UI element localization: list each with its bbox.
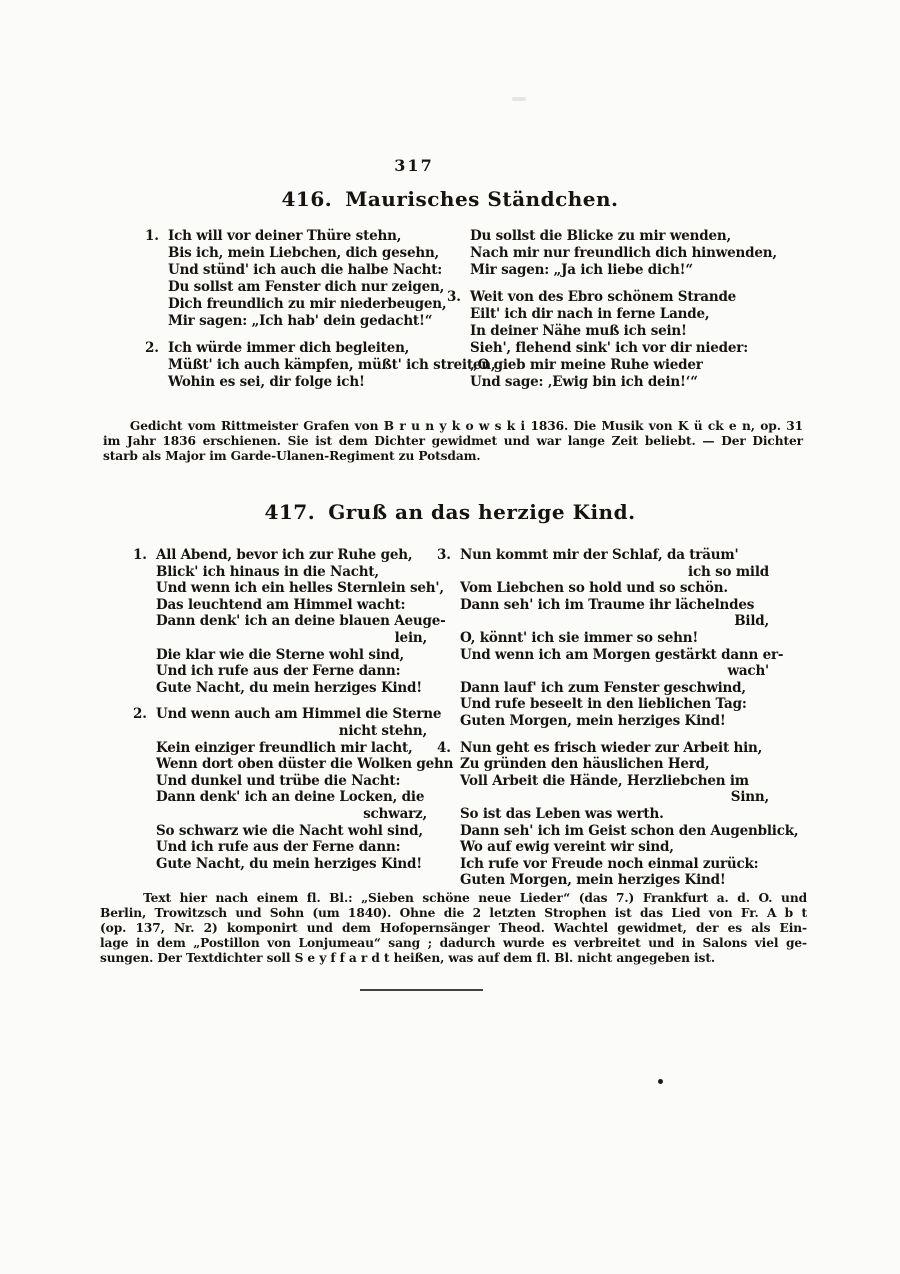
footnote-line: (op. 137, Nr. 2) komponirt und dem Hofopernsänger Theod. Wachtel gewidmet, der es als Ein- xyxy=(100,921,807,935)
verse-line-text: Und rufe beseelt in den lieblichen Tag: xyxy=(460,696,747,713)
verse-line-text: So schwarz wie die Nacht wohl sind, xyxy=(156,822,423,839)
verse-line-text: Und sage: ‚Ewig bin ich dein!‘“ xyxy=(470,374,698,390)
song-416-title xyxy=(0,187,900,211)
verse-line xyxy=(437,580,779,597)
verse-line-text: Ich rufe vor Freude noch einmal zurück: xyxy=(460,855,759,872)
song-416-footnote xyxy=(103,419,803,464)
verse-line xyxy=(437,646,784,664)
song-416-number: 416. xyxy=(281,187,333,211)
verse-line-text: Das leuchtend am Himmel wacht: xyxy=(156,596,406,613)
verse-line-text: Sinn, xyxy=(730,789,769,806)
verse-line xyxy=(437,740,779,757)
verse-line-text: In deiner Nähe muß ich sein! xyxy=(470,323,687,339)
verse-line xyxy=(133,723,437,740)
verse-line-text: Nun geht es frisch wieder zur Arbeit hin, xyxy=(460,739,763,756)
verse-line xyxy=(133,630,437,647)
verse-line xyxy=(437,806,779,823)
verse-line xyxy=(437,613,779,630)
verse-line xyxy=(133,647,437,664)
verse-line xyxy=(133,580,444,597)
verse-line xyxy=(437,564,779,581)
stanza-number: 2. xyxy=(145,340,159,356)
song-417-footnote xyxy=(100,891,807,966)
verse-line xyxy=(145,296,447,313)
verse-line-text: Müßt' ich auch kämpfen, müßt' ich streiten, xyxy=(168,357,496,373)
verse-line xyxy=(437,773,779,790)
song-417-name: Gruß an das herzige Kind. xyxy=(328,500,636,524)
song-417-title xyxy=(0,500,900,524)
verse-line-text: nicht stehn, xyxy=(338,722,427,739)
stanza-number: 2. xyxy=(133,706,147,723)
verse-line-text: Gute Nacht, du mein herziges Kind! xyxy=(156,855,422,872)
stanza-number: 4. xyxy=(437,739,451,756)
verse-line xyxy=(437,547,779,564)
footnote-line: im Jahr 1836 erschienen. Sie ist dem Dichter gewidmet und war lange Zeit beliebt. — Der Dichter xyxy=(103,434,803,448)
verse-line-text: Nun kommt mir der Schlaf, da träum' xyxy=(460,547,739,563)
stanza-number: 1. xyxy=(145,228,159,244)
verse-line xyxy=(133,789,437,806)
footnote-line: Gedicht vom Rittmeister Grafen von B r u n y k o w s k i 1836. Die Musik von K ü ck e n, op. 31 xyxy=(103,419,803,433)
verse-line xyxy=(447,323,782,340)
verse-line xyxy=(133,806,437,823)
verse-line-text: Bis ich, mein Liebchen, dich gesehn, xyxy=(168,245,440,261)
verse-line-text: Eilt' ich dir nach in ferne Lande, xyxy=(470,306,710,322)
verse-line xyxy=(447,262,782,279)
ink-speck xyxy=(658,1079,663,1084)
verse-line xyxy=(437,856,779,873)
scan-artifact-speck xyxy=(512,97,526,101)
verse-line-text: Dann seh' ich im Geist schon den Augenblick, xyxy=(460,822,799,839)
verse-line-text: Dann lauf' ich zum Fenster geschwind, xyxy=(460,679,746,696)
verse-line-text: Dich freundlich zu mir niederbeugen, xyxy=(168,296,447,312)
verse-line xyxy=(133,663,437,680)
verse-line-text: ich so mild xyxy=(688,563,769,580)
verse-line xyxy=(145,340,447,357)
verse-line-text: Ich würde immer dich begleiten, xyxy=(168,340,410,356)
verse-line xyxy=(437,872,779,889)
verse-line-text: Und stünd' ich auch die halbe Nacht: xyxy=(168,262,443,278)
verse-line-text: Und wenn ich ein helles Sternlein seh', xyxy=(156,580,444,597)
verse-line-text: Wenn dort oben düster die Wolken gehn xyxy=(156,756,454,773)
verse-line-text: Wo auf ewig vereint wir sind, xyxy=(460,839,674,856)
verse-line xyxy=(133,547,437,564)
verse-line xyxy=(145,313,447,330)
stanza-number: 3. xyxy=(437,547,451,563)
verse-line xyxy=(437,597,779,614)
song-416-column-2 xyxy=(447,228,782,391)
verse-line-text: lein, xyxy=(394,629,427,646)
verse-line xyxy=(437,789,779,806)
verse-line xyxy=(133,740,437,757)
verse-line-text: schwarz, xyxy=(363,805,427,822)
footnote-line: sungen. Der Textdichter soll S e y f f a r d t heißen, was auf dem fl. Bl. nicht angegeben ist. xyxy=(100,951,715,965)
verse-line xyxy=(447,228,782,245)
verse-line-text: Du sollst die Blicke zu mir wenden, xyxy=(470,228,731,244)
verse-line-text: Voll Arbeit die Hände, Herzliebchen im xyxy=(460,772,749,789)
verse-line xyxy=(145,262,447,279)
verse-line xyxy=(133,564,437,581)
footnote-line: Berlin, Trowitzsch und Sohn (um 1840). Ohne die 2 letzten Strophen ist das Lied von Fr. A b t xyxy=(100,906,807,920)
verse-line xyxy=(437,696,779,713)
footnote-line: Text hier nach einem fl. Bl.: „Sieben schöne neue Lieder“ (das 7.) Frankfurt a. d. O. und xyxy=(100,891,807,905)
verse-line-text: Mir sagen: „Ich hab' dein gedacht!“ xyxy=(168,313,433,329)
verse-line-text: Vom Liebchen so hold und so schön. xyxy=(460,580,728,597)
verse-line xyxy=(133,756,454,773)
verse-line xyxy=(133,823,437,840)
verse-line xyxy=(133,613,446,630)
verse-line xyxy=(133,856,437,873)
verse-line-text: Und ich rufe aus der Ferne dann: xyxy=(156,839,401,856)
verse-line xyxy=(145,374,447,391)
verse-line xyxy=(447,340,782,357)
verse-line xyxy=(437,822,799,840)
verse-line xyxy=(437,713,779,730)
verse-line-text: All Abend, bevor ich zur Ruhe geh, xyxy=(156,547,413,563)
verse-line-text: Blick' ich hinaus in die Nacht, xyxy=(156,563,379,580)
verse-line xyxy=(437,630,779,647)
verse-line-text: Weit von des Ebro schönem Strande xyxy=(470,289,737,305)
verse-line-text: Und ich rufe aus der Ferne dann: xyxy=(156,663,401,680)
verse-line-text: Mir sagen: „Ja ich liebe dich!“ xyxy=(470,262,693,278)
verse-line xyxy=(145,228,447,245)
verse-line-text: Nach mir nur freundlich dich hinwenden, xyxy=(470,245,777,261)
verse-line-text: Dann seh' ich im Traume ihr lächelndes xyxy=(460,596,755,613)
song-416-column-1 xyxy=(145,228,496,391)
verse-line-text: Gute Nacht, du mein herziges Kind! xyxy=(156,679,422,696)
song-417-verses xyxy=(133,547,799,889)
verse-line xyxy=(437,839,779,856)
verse-line-text: wach' xyxy=(727,663,769,680)
verse-line xyxy=(145,245,447,262)
song-416-name: Maurisches Ständchen. xyxy=(345,187,619,211)
verse-line-text: Und wenn auch am Himmel die Sterne xyxy=(156,706,442,723)
verse-line xyxy=(437,663,779,680)
song-417-column-2 xyxy=(437,547,799,889)
verse-line-text: Zu gründen den häuslichen Herd, xyxy=(460,756,710,773)
verse-line-text: Sieh', flehend sink' ich vor dir nieder: xyxy=(470,340,748,356)
verse-line-text: Guten Morgen, mein herziges Kind! xyxy=(460,712,726,729)
verse-line-text: Wohin es sei, dir folge ich! xyxy=(168,374,365,390)
song-417-column-1 xyxy=(133,547,454,889)
verse-line xyxy=(133,680,437,697)
verse-line xyxy=(437,756,779,773)
verse-line xyxy=(133,597,437,614)
section-divider-rule xyxy=(360,989,483,991)
verse-line xyxy=(447,306,782,323)
verse-line xyxy=(447,289,782,306)
verse-line xyxy=(133,773,437,790)
verse-line xyxy=(447,245,782,262)
verse-line-text: Kein einziger freundlich mir lacht, xyxy=(156,739,413,756)
footnote-line: starb als Major im Garde-Ulanen-Regiment zu Potsdam. xyxy=(103,449,481,463)
verse-line-text: Die klar wie die Sterne wohl sind, xyxy=(156,646,405,663)
verse-line-text: O, könnt' ich sie immer so sehn! xyxy=(460,629,699,646)
verse-line-text: Dann denk' ich an deine Locken, die xyxy=(156,789,425,806)
verse-line-text: Guten Morgen, mein herziges Kind! xyxy=(460,872,726,889)
verse-line-text: Du sollst am Fenster dich nur zeigen, xyxy=(168,279,445,295)
verse-line xyxy=(145,279,447,296)
song-417-number: 417. xyxy=(264,500,316,524)
verse-line xyxy=(437,680,779,697)
verse-line xyxy=(447,357,782,374)
verse-line-text: So ist das Leben was werth. xyxy=(460,805,664,822)
verse-line-text: Ich will vor deiner Thüre stehn, xyxy=(168,228,402,244)
verse-line-text: Und dunkel und trübe die Nacht: xyxy=(156,772,401,789)
verse-line xyxy=(447,374,782,391)
verse-line-text: Dann denk' ich an deine blauen Aeuge- xyxy=(156,613,446,630)
footnote-line: lage in dem „Postillon von Lonjumeau“ sang ; dadurch wurde es verbreitet und in Salons viel ge- xyxy=(100,936,807,950)
verse-line-text: „O gieb mir meine Ruhe wieder xyxy=(470,357,703,373)
page-number: 317 xyxy=(394,156,434,175)
stanza-number: 3. xyxy=(447,289,461,305)
verse-line-text: Und wenn ich am Morgen gestärkt dann er- xyxy=(460,646,784,663)
verse-line xyxy=(133,706,442,723)
verse-line-text: Bild, xyxy=(734,613,769,630)
verse-line xyxy=(133,839,437,856)
song-416-verses xyxy=(145,228,782,391)
stanza-number: 1. xyxy=(133,547,147,563)
verse-line xyxy=(145,357,496,374)
